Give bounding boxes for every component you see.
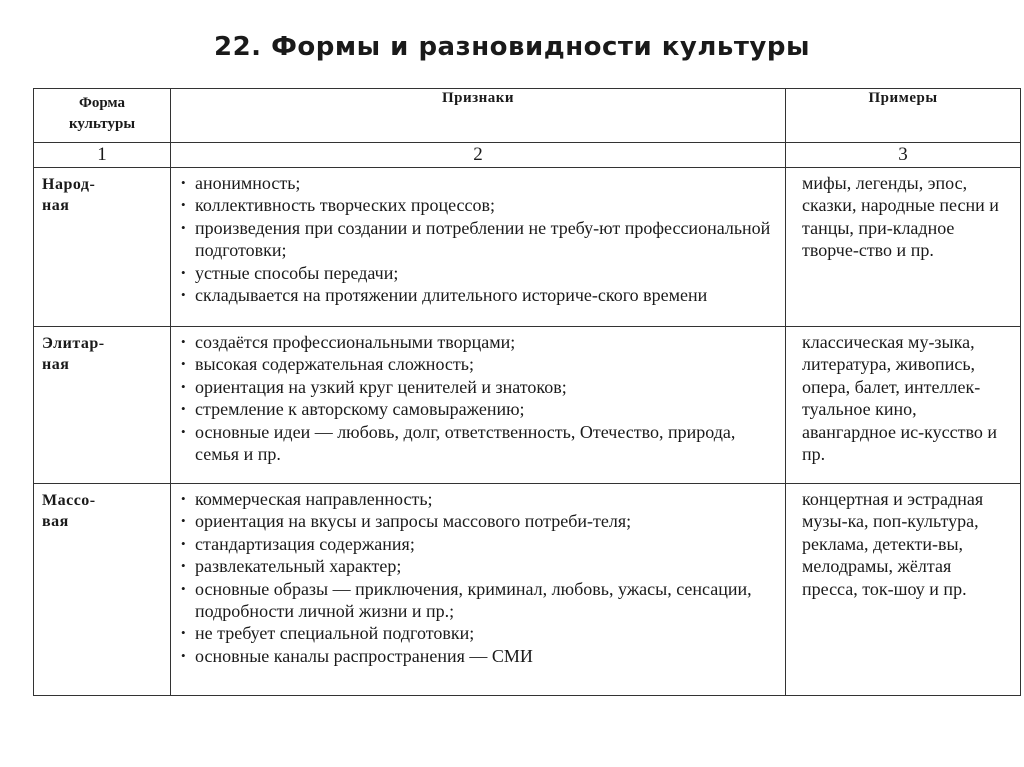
column-number-2: 2 [171, 143, 786, 168]
table-row-mass [34, 484, 1021, 696]
form-name-line1: Народ- [42, 176, 96, 193]
sign-item: • основные каналы распространения — СМИ [179, 645, 777, 667]
sign-item: • ориентация на вкусы и запросы массового потреби-теля; [179, 510, 777, 532]
examples-cell: мифы, легенды, эпос, сказки, народные песни и танцы, при-кладное творче-ство и пр. [786, 168, 1021, 327]
form-name-cell [34, 484, 171, 696]
header-signs: Признаки [171, 89, 786, 143]
sign-item: • развлекательный характер; [179, 555, 777, 577]
signs-list [179, 488, 777, 667]
form-name-line1: Массо- [42, 492, 96, 509]
sign-item: • высокая содержательная сложность; [179, 353, 777, 375]
column-number-row [34, 143, 1021, 168]
signs-list [179, 172, 777, 306]
table-row-folk [34, 168, 1021, 327]
header-form-line1: Форма [78, 95, 126, 111]
form-name-line2: ная [42, 197, 70, 214]
culture-forms-table [33, 88, 1021, 696]
header-examples: Примеры [786, 89, 1021, 143]
sign-item: • создаётся профессиональными творцами; [179, 331, 777, 353]
sign-item: • складывается на протяжении длительного историче-ского времени [179, 284, 777, 306]
sign-item: • коммерческая направленность; [179, 488, 777, 510]
page-title: 22. Формы и разновидности культуры [213, 32, 810, 62]
form-name-cell [34, 327, 171, 484]
examples-cell: классическая му-зыка, литература, живопись, опера, балет, интеллек-туальное кино, авангардное ис-кусство и пр. [786, 327, 1021, 484]
signs-cell [171, 168, 786, 327]
table-row-elite [34, 327, 1021, 484]
signs-cell [171, 327, 786, 484]
table-header-row [34, 89, 1021, 143]
sign-item: • стремление к авторскому самовыражению; [179, 398, 777, 420]
sign-item: • основные идеи — любовь, долг, ответственность, Отечество, природа, семья и пр. [179, 421, 777, 466]
form-name-line1: Элитар- [42, 335, 105, 352]
sign-item: • стандартизация содержания; [179, 533, 777, 555]
sign-item: • произведения при создании и потреблении не требу-ют профессиональной подготовки; [179, 217, 777, 262]
form-name-line2: ная [42, 356, 70, 373]
sign-item: • анонимность; [179, 172, 777, 194]
header-form-line2: культуры [68, 116, 136, 132]
sign-item: • коллективность творческих процессов; [179, 194, 777, 216]
sign-item: • устные способы передачи; [179, 262, 777, 284]
examples-cell: концертная и эстрадная музы-ка, поп-культура, реклама, детекти-вы, мелодрамы, жёлтая пресса, ток-шоу и пр. [786, 484, 1021, 696]
signs-cell [171, 484, 786, 696]
sign-item: • ориентация на узкий круг ценителей и знатоков; [179, 376, 777, 398]
column-number-1: 1 [34, 143, 171, 168]
signs-list [179, 331, 777, 465]
form-name-cell [34, 168, 171, 327]
form-name-line2: вая [42, 513, 69, 530]
sign-item: • основные образы — приключения, криминал, любовь, ужасы, сенсации, подробности личной жизни и пр.; [179, 578, 777, 623]
sign-item: • не требует специальной подготовки; [179, 622, 777, 644]
header-form [34, 89, 171, 143]
column-number-3: 3 [786, 143, 1021, 168]
